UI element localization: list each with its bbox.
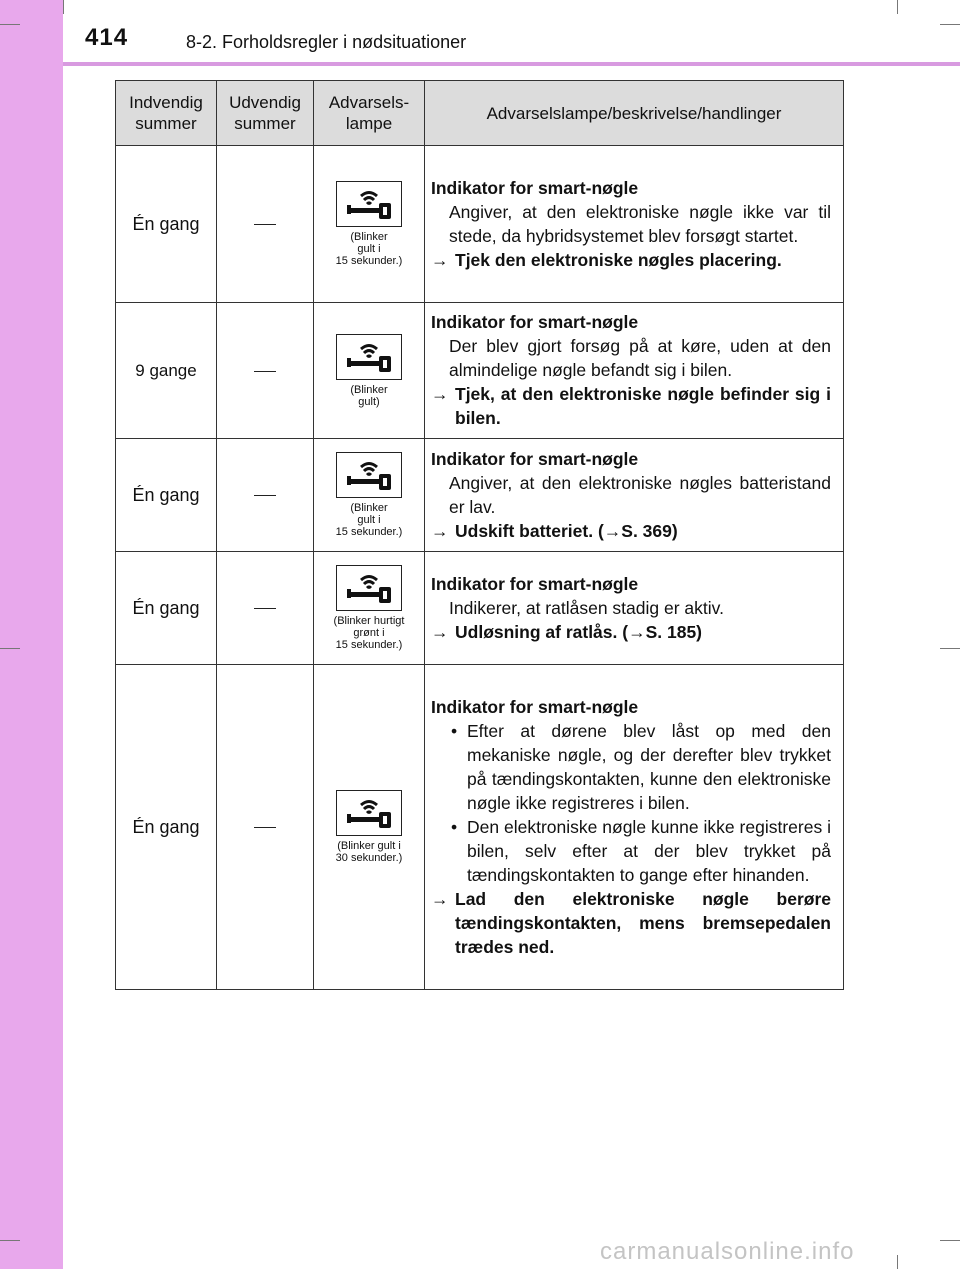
table-row (116, 439, 844, 552)
lamp-caption: (Blinker gult i 30 sekunder.) (335, 840, 403, 864)
table-row (116, 303, 844, 439)
description-body: Indikerer, at ratlåsen stadig er aktiv. (449, 597, 724, 618)
arrow-icon: → (431, 888, 449, 909)
lamp-cell (314, 146, 425, 303)
description-body: Der blev gjort forsøg på at køre, uden at den almindelige nøgle befandt sig i bilen. (449, 336, 831, 380)
description-title: Indikator for smart-nøgle (431, 448, 639, 469)
action-line (431, 382, 831, 430)
crop-mark (0, 24, 20, 25)
bullet-symbol: • (451, 816, 458, 837)
external-buzzer-cell (217, 665, 314, 990)
section-title: 8-2. Forholdsregler i nødsituationer (186, 32, 467, 52)
arrow-icon: → (431, 249, 449, 270)
internal-buzzer-cell: Én gang (116, 665, 217, 990)
external-buzzer-cell (217, 303, 314, 439)
arrow-icon: → (431, 384, 449, 404)
action-line (431, 620, 831, 644)
bullet-symbol: • (451, 720, 458, 741)
lamp-caption: (Blinker gult i 15 sekunder.) (335, 502, 403, 538)
arrow-icon: → (431, 621, 449, 642)
header-internal-buzzer: Indvendig summer (116, 81, 217, 146)
action-text: Udskift batteriet. (→S. 369) (455, 520, 678, 541)
action-line (431, 519, 831, 543)
watermark-text: carmanualsonline.info (600, 1238, 855, 1265)
description-body: Angiver, at den elektroniske nøgles batteristand er lav. (449, 472, 831, 517)
smart-key-icon (336, 334, 402, 380)
crop-mark (897, 1255, 898, 1269)
description-title: Indikator for smart-nøgle (431, 177, 639, 198)
crop-mark (940, 648, 960, 649)
lamp-caption: (Blinker gult) (350, 383, 388, 408)
action-text: Tjek den elektroniske nøgles placering. (455, 249, 782, 270)
internal-buzzer-cell: 9 gange (116, 303, 217, 439)
side-color-band (0, 0, 63, 1269)
header-description: Advarselslampe/beskrivelse/handlinger (425, 81, 844, 146)
internal-buzzer-cell: Én gang (116, 146, 217, 303)
arrow-icon: → (431, 520, 449, 541)
header-external-buzzer: Udvendig summer (217, 81, 314, 146)
action-text: Lad den elektroniske nøgle berøre tændingskontakten, mens bremsepedalen trædes ned. (455, 888, 831, 957)
description-title: Indikator for smart-nøgle (431, 312, 639, 332)
dash-mark (254, 224, 276, 225)
crop-mark (940, 24, 960, 25)
lamp-cell (314, 552, 425, 665)
crop-mark (0, 1240, 20, 1241)
bullet-item (431, 815, 831, 887)
bullet-text: Efter at dørene blev låst op med den mekaniske nøgle, og der derefter blev trykket på tændingskontakten, kunne den elektroniske nøgle ikke registreres i bilen. (467, 720, 831, 813)
description-cell (425, 665, 844, 990)
lamp-caption: (Blinker hurtigt grønt i 15 sekunder.) (333, 615, 405, 651)
description-cell (425, 146, 844, 303)
external-buzzer-cell (217, 552, 314, 665)
bullet-text: Den elektroniske nøgle kunne ikke registreres i bilen, selv efter at der blev trykket på tændingskontakten to gange efter hinanden. (467, 816, 831, 885)
internal-buzzer-cell: Én gang (116, 439, 217, 552)
crop-mark (63, 0, 64, 14)
table-header-row (116, 81, 844, 146)
table-row (116, 146, 844, 303)
dash-mark (254, 827, 276, 828)
lamp-caption: (Blinker gult i 15 sekunder.) (335, 231, 403, 267)
description-cell (425, 303, 844, 439)
action-line (431, 887, 831, 959)
smart-key-icon (336, 565, 402, 611)
internal-buzzer-cell: Én gang (116, 552, 217, 665)
header-warning-lamp: Advarsels-lampe (314, 81, 425, 146)
page-number: 414 (85, 24, 129, 51)
header-rule (63, 62, 960, 66)
lamp-cell (314, 665, 425, 990)
table-row (116, 552, 844, 665)
crop-mark (0, 648, 20, 649)
external-buzzer-cell (217, 146, 314, 303)
description-title: Indikator for smart-nøgle (431, 573, 639, 594)
lamp-cell (314, 439, 425, 552)
dash-mark (254, 371, 276, 372)
crop-mark (897, 0, 898, 14)
smart-key-icon (336, 452, 402, 498)
description-cell (425, 439, 844, 552)
smart-key-icon (336, 790, 402, 836)
external-buzzer-cell (217, 439, 314, 552)
dash-mark (254, 495, 276, 496)
table-row (116, 665, 844, 990)
description-title: Indikator for smart-nøgle (431, 696, 639, 717)
bullet-item (431, 719, 831, 815)
warning-table (115, 80, 844, 990)
dash-mark (254, 608, 276, 609)
description-cell (425, 552, 844, 665)
crop-mark (940, 1240, 960, 1241)
action-text: Tjek, at den elektroniske nøgle befinder sig i bilen. (455, 384, 831, 428)
smart-key-icon (336, 181, 402, 227)
lamp-cell (314, 303, 425, 439)
action-line (431, 248, 831, 272)
action-text: Udløsning af ratlås. (→S. 185) (455, 621, 702, 642)
description-body: Angiver, at den elektroniske nøgle ikke var til stede, da hybridsystemet blev forsøgt startet. (449, 201, 831, 246)
